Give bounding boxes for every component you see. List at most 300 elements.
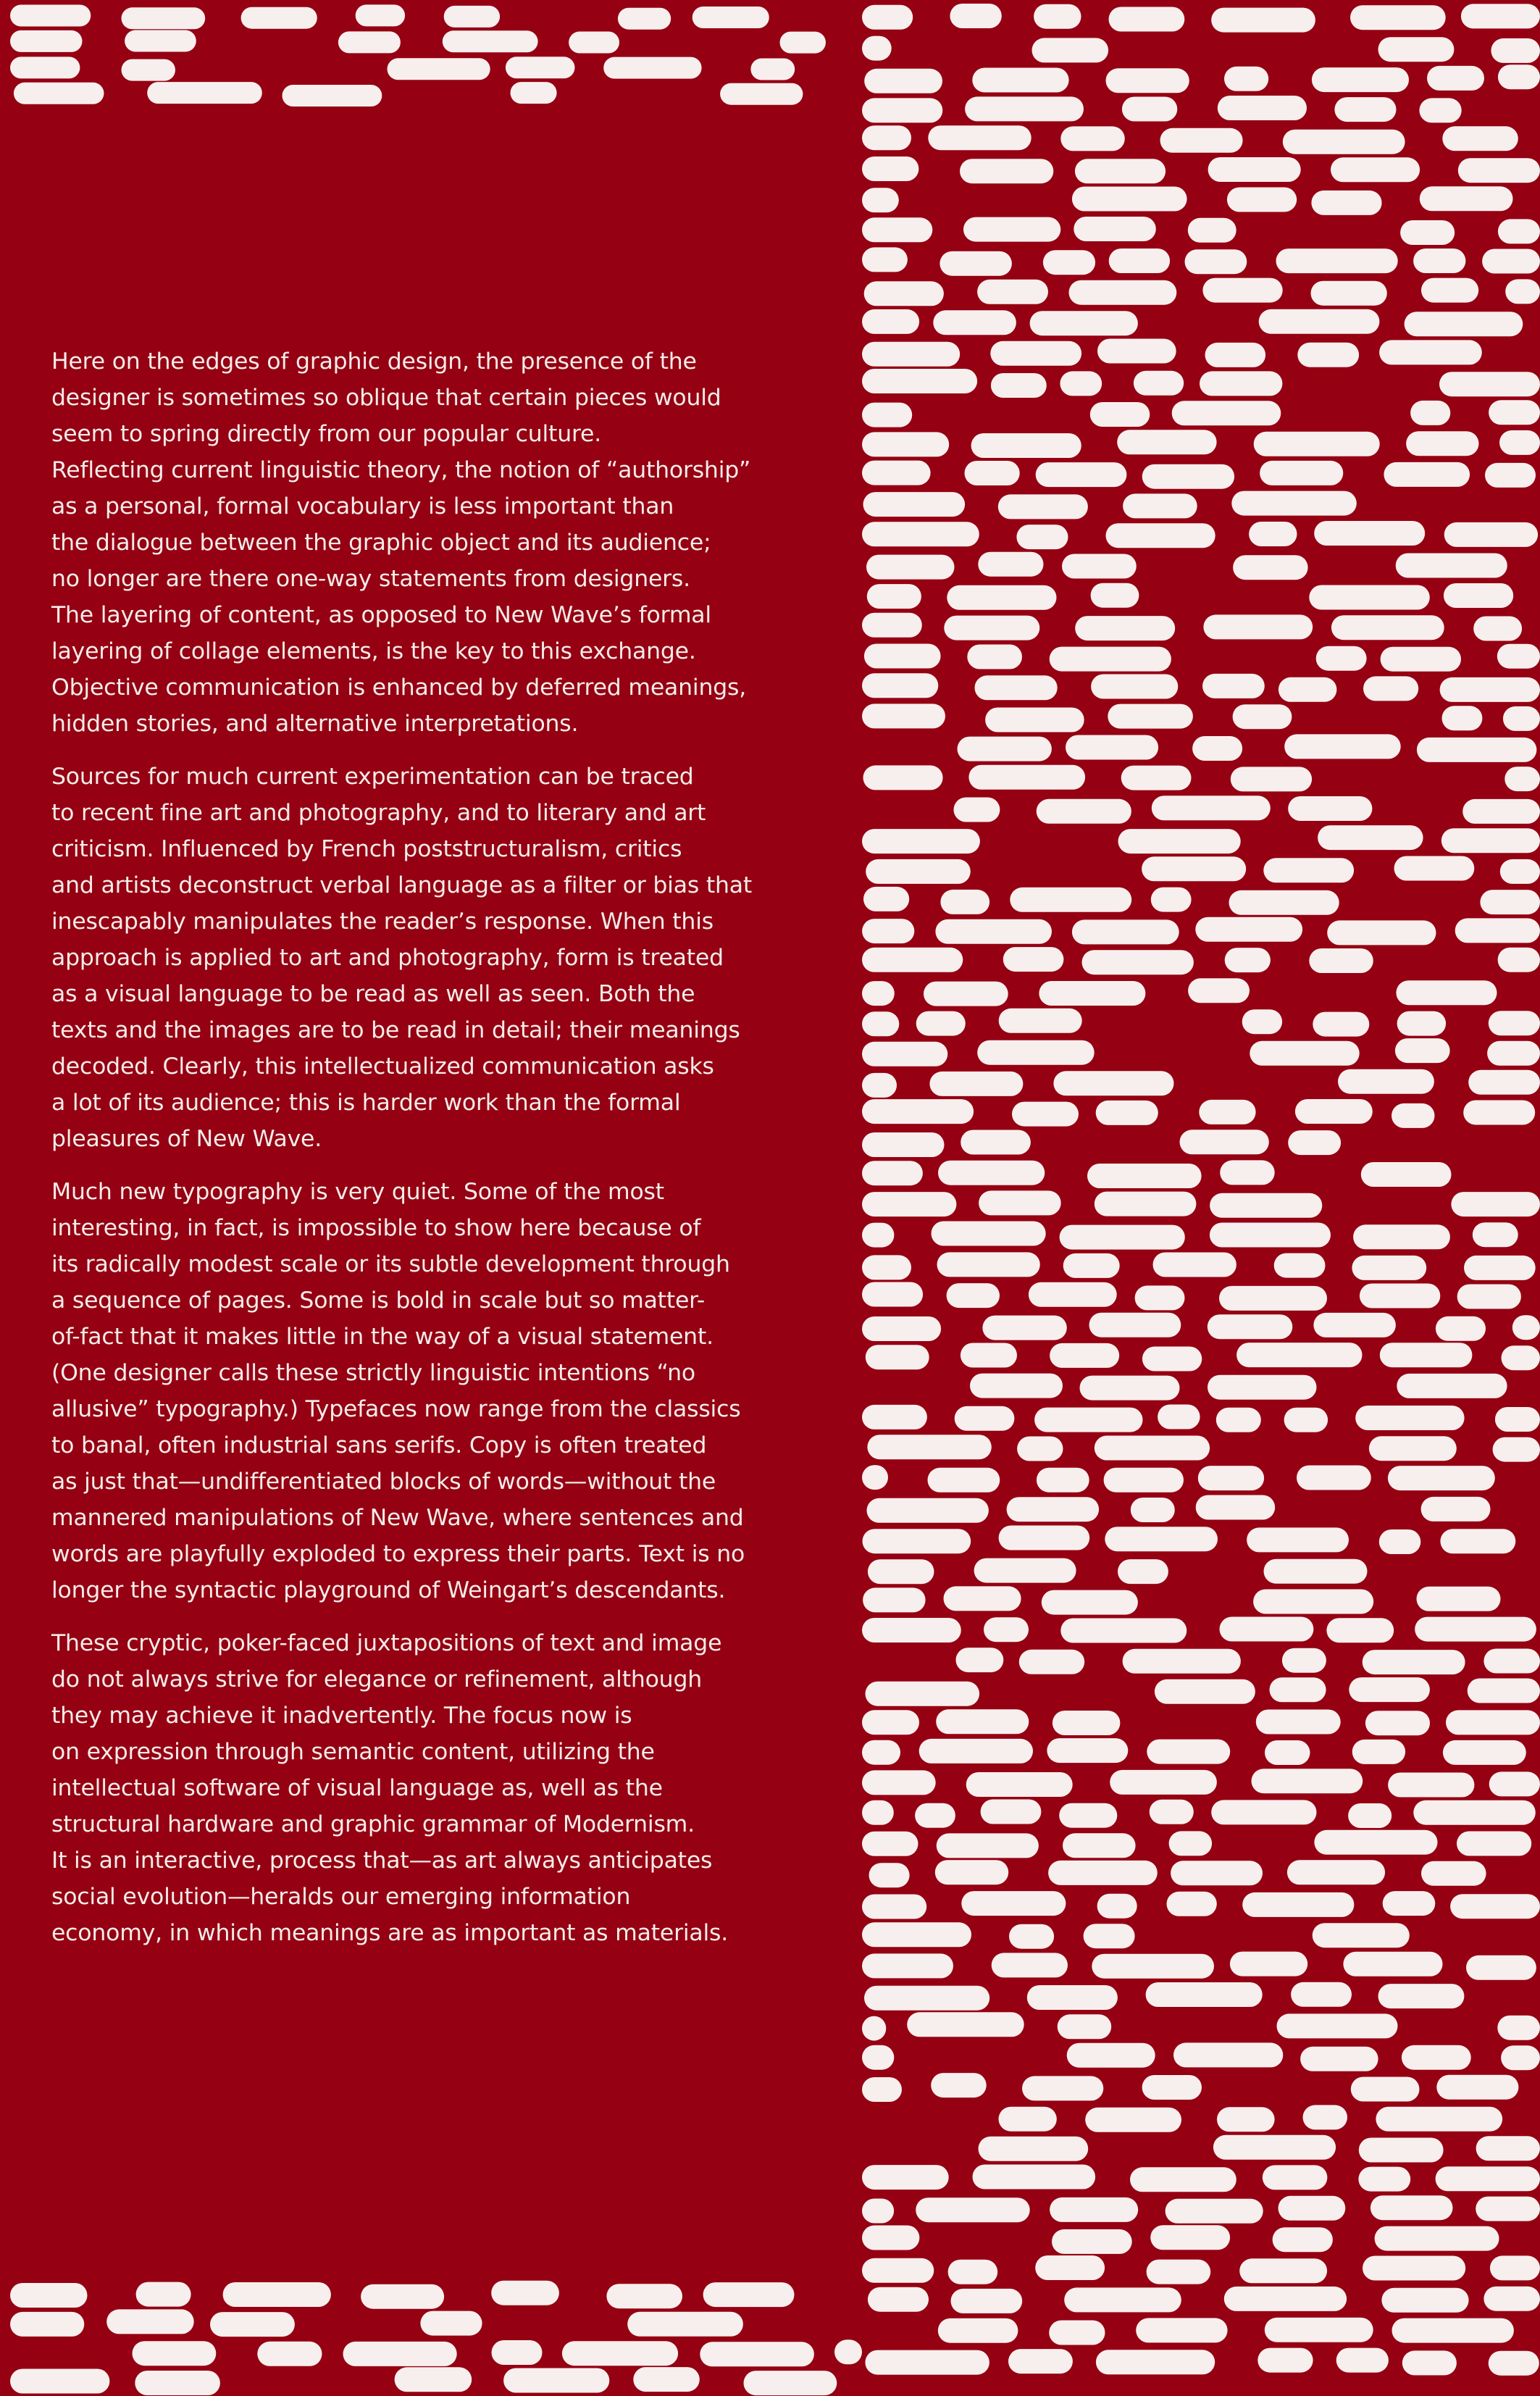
- pill-shape: [283, 85, 382, 107]
- pill-shape: [1066, 735, 1158, 760]
- pill-shape: [1082, 950, 1194, 974]
- pill-shape: [982, 1316, 1066, 1340]
- pill-shape: [1220, 1617, 1314, 1642]
- pill-shape: [1042, 1590, 1138, 1615]
- pill-shape: [1457, 1285, 1521, 1309]
- pill-shape: [1279, 677, 1337, 702]
- pill-shape: [1489, 400, 1540, 425]
- pill-shape: [834, 2339, 862, 2364]
- pill-shape: [864, 281, 944, 306]
- pill-shape: [1353, 1224, 1450, 1249]
- pill-shape: [492, 2340, 543, 2365]
- text-line: the dialogue between the graphic object and its audience;: [51, 530, 711, 556]
- pill-shape: [862, 1618, 961, 1642]
- text-line: Here on the edges of graphic design, the presence of the: [51, 348, 697, 375]
- pill-shape: [1155, 1679, 1255, 1704]
- pill-shape: [1210, 1223, 1331, 1248]
- pill-shape: [1090, 402, 1150, 427]
- pill-shape: [979, 1190, 1061, 1215]
- pill-shape: [1069, 280, 1177, 305]
- pill-shape: [1233, 555, 1308, 580]
- pill-shape: [1064, 2287, 1181, 2312]
- pill-shape: [864, 644, 941, 669]
- pill-shape: [1493, 1437, 1540, 1462]
- pill-shape: [1388, 1466, 1495, 1490]
- pill-shape: [1146, 1982, 1263, 2007]
- pill-shape: [1135, 1285, 1185, 1310]
- pill-shape: [1442, 126, 1518, 151]
- pill-shape: [862, 1255, 911, 1280]
- pill-shape: [1419, 98, 1461, 122]
- pill-shape: [1185, 249, 1247, 274]
- pill-shape: [1309, 948, 1373, 973]
- text-line: of-fact that it makes little in the way of a visual statement.: [51, 1324, 713, 1350]
- pill-shape: [1326, 1618, 1394, 1642]
- pill-shape: [343, 2342, 457, 2366]
- pill-shape: [1338, 1069, 1434, 1094]
- pill-shape: [966, 1772, 1073, 1797]
- pill-shape: [1421, 278, 1478, 303]
- pill-shape: [915, 1803, 955, 1828]
- pill-shape: [944, 1586, 1021, 1611]
- pill-shape: [1457, 1832, 1531, 1856]
- pill-shape: [1439, 372, 1540, 396]
- pill-shape: [1208, 157, 1301, 182]
- pill-shape: [1284, 734, 1401, 759]
- pill-shape: [1277, 2013, 1398, 2038]
- pill-shape: [1297, 343, 1359, 367]
- pill-shape: [1047, 1738, 1128, 1763]
- pill-shape: [1105, 1527, 1218, 1551]
- text-line: as a personal, formal vocabulary is less important than: [51, 493, 674, 519]
- pill-shape: [932, 1222, 1046, 1246]
- pill-shape: [938, 2318, 1018, 2343]
- pill-shape: [1231, 491, 1357, 516]
- pill-shape: [1260, 461, 1343, 485]
- pill-shape: [1464, 1256, 1536, 1280]
- pill-shape: [862, 188, 899, 212]
- text-line: they may achieve it inadvertently. The focus now is: [51, 1703, 632, 1729]
- pill-shape: [1008, 2349, 1073, 2374]
- pill-shape: [999, 2107, 1057, 2132]
- pill-shape: [954, 798, 1000, 822]
- pill-shape: [506, 57, 575, 78]
- pill-shape: [862, 1161, 923, 1185]
- pill-shape: [1264, 1559, 1368, 1584]
- pill-shape: [1152, 796, 1271, 820]
- pill-shape: [1288, 1130, 1341, 1155]
- pill-shape: [1512, 1315, 1540, 1340]
- text-line: a lot of its audience; this is harder work than the formal: [51, 1090, 681, 1116]
- pill-shape: [862, 1223, 894, 1248]
- pill-shape: [1037, 1468, 1089, 1493]
- pill-shape: [862, 1895, 926, 1919]
- pill-shape: [1019, 1650, 1084, 1674]
- pill-shape: [1498, 219, 1540, 243]
- pill-shape: [1195, 917, 1302, 942]
- pill-shape: [1060, 371, 1102, 396]
- pill-shape: [1167, 1892, 1217, 1916]
- pill-shape: [1363, 2256, 1465, 2281]
- pill-shape: [1009, 1924, 1054, 1949]
- pill-shape: [865, 2350, 989, 2375]
- pill-shape: [1489, 1771, 1540, 1796]
- pill-shape: [862, 309, 919, 334]
- pill-shape: [1489, 2351, 1539, 2376]
- pill-shape: [1022, 2076, 1103, 2100]
- pill-shape: [1363, 1650, 1465, 1674]
- pill-shape: [1188, 978, 1250, 1003]
- pill-shape: [1440, 1529, 1515, 1553]
- pill-shape: [1171, 1861, 1263, 1885]
- pill-shape: [1378, 1984, 1465, 2008]
- pill-shape: [1085, 2108, 1181, 2132]
- pill-shape: [965, 461, 1020, 485]
- pill-shape: [1392, 2318, 1514, 2343]
- pill-shape: [862, 1832, 918, 1856]
- pill-shape: [1123, 1649, 1241, 1674]
- pill-shape: [1313, 1012, 1369, 1037]
- pill-shape: [1279, 2196, 1346, 2221]
- pill-shape: [1500, 859, 1540, 884]
- pill-shape: [940, 251, 1012, 276]
- pill-shape: [1236, 1343, 1362, 1367]
- pill-shape: [491, 2281, 559, 2305]
- pill-shape: [10, 30, 83, 52]
- pill-shape: [1303, 2105, 1348, 2129]
- pill-shape: [1265, 1740, 1310, 1765]
- pill-shape: [1096, 2350, 1215, 2374]
- pill-shape: [1436, 2166, 1540, 2191]
- pill-shape: [862, 1192, 956, 1216]
- pill-shape: [10, 57, 80, 78]
- pill-shape: [862, 1770, 936, 1795]
- pill-shape: [862, 98, 942, 122]
- pill-shape: [1348, 1803, 1392, 1828]
- pill-shape: [1198, 1466, 1264, 1490]
- text-line: a sequence of pages. Some is bold in scale but so matter-: [51, 1287, 706, 1314]
- pill-shape: [863, 765, 943, 790]
- pill-shape: [1150, 1800, 1194, 1824]
- text-line: These cryptic, poker-faced juxtapositions of text and image: [51, 1630, 722, 1656]
- pill-shape: [1131, 1498, 1175, 1522]
- pill-shape: [1476, 2136, 1540, 2161]
- pill-shape: [916, 1011, 966, 1036]
- pill-shape: [862, 829, 980, 853]
- pill-shape: [1142, 1347, 1202, 1372]
- pill-shape: [919, 1739, 1033, 1763]
- pill-shape: [862, 704, 945, 728]
- pill-shape: [1092, 1954, 1214, 1979]
- text-line: Objective communication is enhanced by deferred meanings,: [51, 675, 747, 701]
- pill-shape: [1417, 1587, 1501, 1611]
- pill-shape: [990, 341, 1081, 366]
- pill-shape: [1205, 343, 1266, 367]
- pill-shape: [1263, 2165, 1328, 2190]
- pill-shape: [1473, 617, 1522, 641]
- pill-shape: [1334, 97, 1396, 122]
- pill-shape: [936, 1709, 1029, 1734]
- pill-shape: [1213, 2135, 1336, 2160]
- pill-shape: [862, 919, 914, 943]
- pill-shape: [1053, 1071, 1173, 1095]
- pill-shape: [1199, 1100, 1255, 1124]
- pill-shape: [1462, 799, 1540, 824]
- pill-shape: [864, 1986, 989, 2011]
- pill-shape: [1007, 1497, 1100, 1521]
- text-line: It is an interactive, process that—as art always anticipates: [51, 1848, 713, 1874]
- pill-shape: [388, 58, 490, 80]
- text-line: structural hardware and graphic grammar of Modernism.: [51, 1811, 695, 1837]
- pill-shape: [444, 6, 500, 28]
- pill-shape: [862, 2226, 919, 2250]
- pill-shape: [1413, 1800, 1536, 1825]
- pill-shape: [963, 217, 1060, 242]
- pill-shape: [1397, 1374, 1507, 1398]
- pill-shape: [1396, 554, 1507, 578]
- pill-shape: [1060, 1619, 1187, 1643]
- pill-shape: [999, 1009, 1082, 1033]
- pill-shape: [1352, 1740, 1405, 1764]
- pill-shape: [1313, 1313, 1396, 1337]
- pill-shape: [511, 82, 557, 104]
- text-line: layering of collage elements, is the key to this exchange.: [51, 638, 696, 664]
- pill-shape: [862, 1953, 953, 1978]
- pill-shape: [1173, 2042, 1283, 2067]
- pill-shape: [1444, 522, 1538, 547]
- pill-shape: [867, 584, 921, 609]
- pill-shape: [1394, 856, 1475, 881]
- pill-shape: [1043, 250, 1095, 275]
- pill-shape: [1402, 2350, 1457, 2375]
- pill-shape: [1192, 736, 1242, 761]
- pill-shape: [961, 1891, 1066, 1916]
- pill-shape: [928, 125, 1031, 150]
- pill-shape: [1037, 799, 1131, 824]
- pill-shape: [1458, 158, 1540, 183]
- pill-shape: [1396, 980, 1497, 1005]
- pill-shape: [1253, 1590, 1373, 1614]
- pill-shape: [1288, 796, 1372, 821]
- text-line: approach is applied to art and photography, form is treated: [51, 945, 724, 971]
- pill-shape: [973, 2165, 1096, 2190]
- pill-shape: [1309, 585, 1430, 610]
- pill-shape: [1473, 1222, 1518, 1247]
- pill-shape: [944, 616, 1039, 640]
- pill-shape: [720, 83, 803, 105]
- pill-shape: [1230, 1952, 1307, 1977]
- pill-shape: [862, 522, 979, 546]
- pill-shape: [1074, 217, 1156, 241]
- text-line: pleasures of New Wave.: [51, 1126, 322, 1152]
- pill-shape: [1483, 2287, 1540, 2311]
- paragraph-4: [51, 1625, 776, 1951]
- pill-shape: [968, 765, 1085, 790]
- pill-shape: [1503, 706, 1540, 731]
- pill-shape: [1147, 2260, 1211, 2284]
- pill-shape: [1134, 371, 1184, 396]
- text-line: inescapably manipulates the reader’s response. When this: [51, 909, 713, 935]
- pill-shape: [947, 585, 1056, 610]
- pill-shape: [1441, 828, 1540, 853]
- pill-shape: [606, 2284, 682, 2308]
- pill-shape: [1327, 920, 1436, 945]
- pill-shape: [1233, 704, 1292, 729]
- text-line: do not always strive for elegance or refinement, although: [51, 1666, 703, 1692]
- pill-shape: [1231, 767, 1312, 791]
- pill-shape: [1463, 1101, 1535, 1125]
- pill-shape: [862, 1800, 894, 1825]
- pill-shape: [135, 2371, 220, 2395]
- pill-shape: [1050, 1343, 1119, 1368]
- text-line: as just that—undifferentiated blocks of words—without the: [51, 1469, 716, 1495]
- pill-shape: [106, 2309, 194, 2334]
- pill-shape: [1359, 2138, 1444, 2163]
- pill-shape: [1311, 281, 1387, 306]
- pill-shape: [1489, 1011, 1540, 1035]
- pill-shape: [1297, 1466, 1371, 1490]
- pill-shape: [862, 1316, 941, 1341]
- pill-shape: [1016, 525, 1068, 549]
- pill-shape: [862, 2016, 886, 2041]
- pill-shape: [862, 2258, 934, 2283]
- pill-shape: [1259, 309, 1380, 334]
- pill-shape: [1379, 1529, 1421, 1554]
- pill-shape: [978, 552, 1043, 577]
- pill-shape: [1062, 554, 1137, 579]
- pill-shape: [965, 96, 1084, 121]
- paragraph-1: [51, 343, 776, 742]
- pill-shape: [1257, 2348, 1313, 2373]
- pill-shape: [1487, 1041, 1540, 1066]
- pill-shape: [1395, 1038, 1450, 1063]
- pill-shape: [998, 494, 1088, 519]
- pill-shape: [931, 2073, 987, 2097]
- text-line: on expression through semantic content, utilizing the: [51, 1739, 655, 1765]
- pill-shape: [1035, 2255, 1105, 2280]
- pill-shape: [1118, 829, 1241, 853]
- pill-shape: [862, 247, 908, 272]
- pill-shape: [14, 83, 104, 104]
- pill-shape: [443, 30, 538, 52]
- pill-shape: [1034, 4, 1081, 29]
- text-line: economy, in which meanings are as important as materials.: [51, 1920, 729, 1946]
- pill-shape: [1483, 1649, 1540, 1674]
- pill-shape: [1239, 2258, 1327, 2283]
- text-line: words are playfully exploded to express their parts. Text is no: [51, 1541, 745, 1567]
- pill-shape: [866, 1682, 980, 1706]
- text-line: Reflecting current linguistic theory, the notion of “authorship”: [51, 457, 751, 483]
- pill-shape: [1284, 1408, 1328, 1432]
- pill-shape: [866, 859, 971, 884]
- pill-shape: [1089, 1313, 1181, 1337]
- pill-shape: [1252, 1769, 1363, 1793]
- pill-shape: [1106, 68, 1189, 93]
- pill-shape: [1355, 1406, 1464, 1430]
- pill-shape: [1072, 919, 1179, 944]
- text-line: (One designer calls these strictly linguistic intentions “no: [51, 1360, 695, 1386]
- pill-shape: [958, 737, 1052, 761]
- pill-shape: [1052, 2229, 1132, 2254]
- pill-shape: [1036, 462, 1127, 487]
- pill-shape: [1058, 2014, 1112, 2039]
- pill-shape: [960, 159, 1053, 183]
- pill-shape: [1400, 220, 1455, 245]
- text-line: The layering of content, as opposed to New Wave’s formal: [51, 602, 711, 628]
- pill-shape: [1218, 96, 1307, 120]
- pill-shape: [970, 1374, 1063, 1398]
- pill-shape: [862, 1922, 971, 1947]
- pill-shape: [862, 36, 892, 61]
- pill-shape: [1220, 1160, 1275, 1185]
- pill-shape: [1153, 1253, 1236, 1277]
- pill-shape: [1211, 1800, 1316, 1824]
- pill-shape: [862, 1282, 923, 1307]
- text-line: decoded. Clearly, this intellectualized communication asks: [51, 1053, 714, 1080]
- pill-shape: [1049, 2321, 1105, 2345]
- paragraph-2: [51, 759, 776, 1157]
- pill-shape: [1050, 2197, 1138, 2222]
- pill-shape: [1034, 1408, 1142, 1432]
- pill-shape: [703, 2282, 795, 2307]
- pill-shape: [1136, 2318, 1227, 2342]
- pill-shape: [862, 2165, 949, 2190]
- pill-shape: [1118, 1559, 1168, 1584]
- pill-shape: [1291, 1982, 1352, 2007]
- pill-shape: [1497, 2016, 1540, 2040]
- pill-shape: [867, 1498, 989, 1523]
- pill-shape: [1219, 1286, 1327, 1311]
- pill-shape: [1361, 1162, 1452, 1187]
- pill-shape: [1158, 1405, 1200, 1429]
- pill-shape: [1254, 432, 1380, 456]
- pill-shape: [1224, 2287, 1347, 2311]
- pill-shape: [1383, 1891, 1436, 1916]
- text-line: interesting, in fact, is impossible to show here because of: [51, 1215, 701, 1241]
- pill-shape: [1067, 2043, 1155, 2068]
- pill-shape: [862, 217, 932, 242]
- pill-shape: [1318, 825, 1423, 850]
- pill-shape: [1388, 1773, 1474, 1798]
- pill-shape: [1229, 890, 1339, 915]
- pill-shape: [503, 2368, 609, 2393]
- pill-shape: [1142, 464, 1234, 489]
- pill-shape: [1075, 616, 1175, 640]
- pill-shape: [933, 310, 1016, 335]
- pill-shape: [977, 1040, 1095, 1065]
- pill-shape: [1313, 1923, 1410, 1948]
- pill-shape: [863, 492, 966, 517]
- pill-shape: [361, 2284, 444, 2309]
- text-line: no longer are there one-way statements from designers.: [51, 566, 690, 592]
- pill-shape: [907, 2012, 1024, 2037]
- pill-shape: [863, 1587, 926, 1612]
- pill-shape: [420, 2311, 482, 2336]
- pill-shape: [862, 125, 911, 150]
- pill-shape: [1166, 2199, 1263, 2224]
- pill-shape: [935, 919, 1052, 944]
- body-text-column: [51, 343, 776, 1968]
- pill-shape: [1287, 1860, 1385, 1884]
- pill-shape: [1010, 888, 1131, 912]
- pill-shape: [862, 1042, 947, 1066]
- pill-shape: [1502, 1345, 1540, 1370]
- pill-shape: [1392, 1103, 1435, 1128]
- pill-shape: [862, 1011, 899, 1036]
- pill-shape: [938, 1161, 1045, 1185]
- pill-shape: [862, 342, 960, 367]
- pill-shape: [1295, 1099, 1373, 1124]
